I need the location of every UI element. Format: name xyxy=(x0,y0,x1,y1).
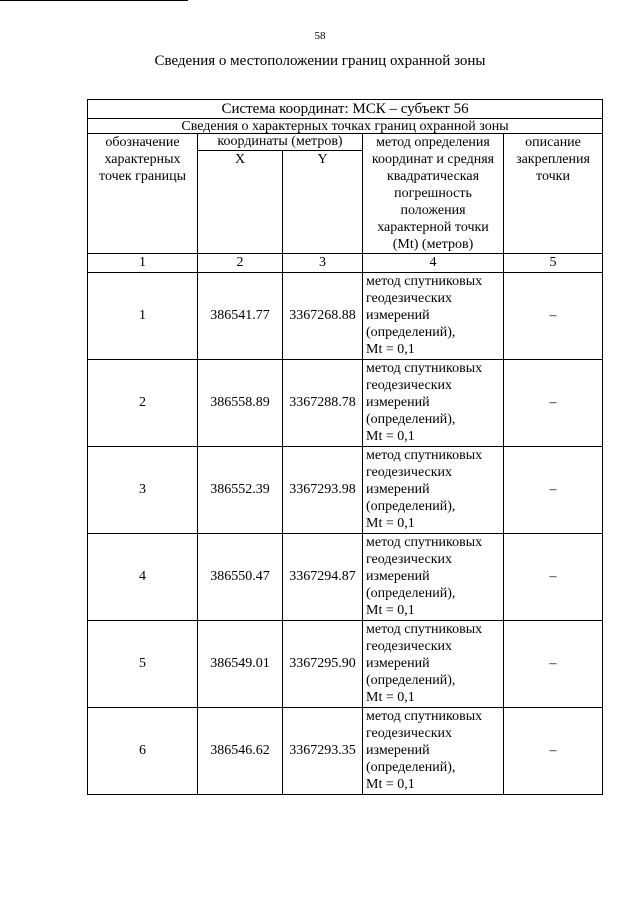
method-line: метод спутниковых xyxy=(366,709,483,724)
coord-x: 386549.01 xyxy=(198,621,283,708)
column-number: 3 xyxy=(283,254,363,273)
method-cell xyxy=(363,360,504,447)
method-line: (определений), xyxy=(366,499,456,514)
boundary-points-table xyxy=(87,99,603,795)
info-cell: Сведения о характерных точках границ охранной зоны xyxy=(88,119,603,134)
coord-x: 386546.62 xyxy=(198,708,283,795)
header-method: метод определения координат и средняя квадратическая погрешность положения характерной точки (Mt) (метров) xyxy=(363,134,504,254)
coord-x: 386558.89 xyxy=(198,360,283,447)
method-line: геодезических xyxy=(366,639,453,654)
coord-x: 386550.47 xyxy=(198,534,283,621)
column-number-row xyxy=(88,254,603,273)
point-id: 1 xyxy=(88,273,198,360)
point-id: 3 xyxy=(88,447,198,534)
coord-y: 3367293.35 xyxy=(283,708,363,795)
method-line: измерений xyxy=(366,743,430,758)
coord-x: 386541.77 xyxy=(198,273,283,360)
method-line: Mt = 0,1 xyxy=(366,342,415,357)
method-line: геодезических xyxy=(366,465,453,480)
method-line: метод спутниковых xyxy=(366,274,483,289)
column-number: 5 xyxy=(504,254,603,273)
point-description: – xyxy=(504,273,603,360)
method-cell xyxy=(363,273,504,360)
method-line: (определений), xyxy=(366,673,456,688)
method-line: геодезических xyxy=(366,726,453,741)
coordinate-system-cell: Система координат: МСК – субъект 56 xyxy=(88,100,603,119)
coord-y: 3367268.88 xyxy=(283,273,363,360)
table-row xyxy=(88,534,603,621)
page-number: 58 xyxy=(314,30,326,42)
method-line: метод спутниковых xyxy=(366,535,483,550)
method-line: Mt = 0,1 xyxy=(366,603,415,618)
point-description: – xyxy=(504,534,603,621)
top-rule xyxy=(0,0,188,1)
method-line: метод спутниковых xyxy=(366,622,483,637)
point-description: – xyxy=(504,708,603,795)
method-line: (определений), xyxy=(366,760,456,775)
document-title: Сведения о местоположении границ охранной зоны xyxy=(154,53,486,69)
header-x: X xyxy=(198,151,283,254)
column-number: 2 xyxy=(198,254,283,273)
method-cell xyxy=(363,621,504,708)
method-line: метод спутниковых xyxy=(366,448,483,463)
method-line: измерений xyxy=(366,308,430,323)
header-y: Y xyxy=(283,151,363,254)
method-line: Mt = 0,1 xyxy=(366,516,415,531)
table-row xyxy=(88,708,603,795)
method-line: Mt = 0,1 xyxy=(366,690,415,705)
method-line: измерений xyxy=(366,569,430,584)
column-number: 1 xyxy=(88,254,198,273)
header-point-designation: обозначение характерных точек границы xyxy=(88,134,198,254)
point-description: – xyxy=(504,447,603,534)
method-line: геодезических xyxy=(366,552,453,567)
method-cell xyxy=(363,447,504,534)
table-row xyxy=(88,360,603,447)
table-row xyxy=(88,273,603,360)
coord-y: 3367295.90 xyxy=(283,621,363,708)
method-line: геодезических xyxy=(366,291,453,306)
point-id: 6 xyxy=(88,708,198,795)
method-line: Mt = 0,1 xyxy=(366,429,415,444)
point-description: – xyxy=(504,621,603,708)
method-line: измерений xyxy=(366,656,430,671)
coord-y: 3367294.87 xyxy=(283,534,363,621)
method-line: (определений), xyxy=(366,412,456,427)
method-line: геодезических xyxy=(366,378,453,393)
method-line: метод спутниковых xyxy=(366,361,483,376)
table-row xyxy=(88,447,603,534)
method-line: измерений xyxy=(366,482,430,497)
method-cell xyxy=(363,708,504,795)
method-line: измерений xyxy=(366,395,430,410)
method-line: (определений), xyxy=(366,325,456,340)
coord-y: 3367288.78 xyxy=(283,360,363,447)
point-description: – xyxy=(504,360,603,447)
column-number: 4 xyxy=(363,254,504,273)
method-line: (определений), xyxy=(366,586,456,601)
header-coordinates: координаты (метров) xyxy=(198,134,363,151)
method-cell xyxy=(363,534,504,621)
point-id: 2 xyxy=(88,360,198,447)
header-description: описание закрепления точки xyxy=(504,134,603,254)
point-id: 5 xyxy=(88,621,198,708)
coord-y: 3367293.98 xyxy=(283,447,363,534)
header-row xyxy=(88,134,603,151)
coord-x: 386552.39 xyxy=(198,447,283,534)
method-line: Mt = 0,1 xyxy=(366,777,415,792)
table-row xyxy=(88,621,603,708)
coordinate-system-row xyxy=(88,100,603,119)
info-row xyxy=(88,119,603,134)
point-id: 4 xyxy=(88,534,198,621)
